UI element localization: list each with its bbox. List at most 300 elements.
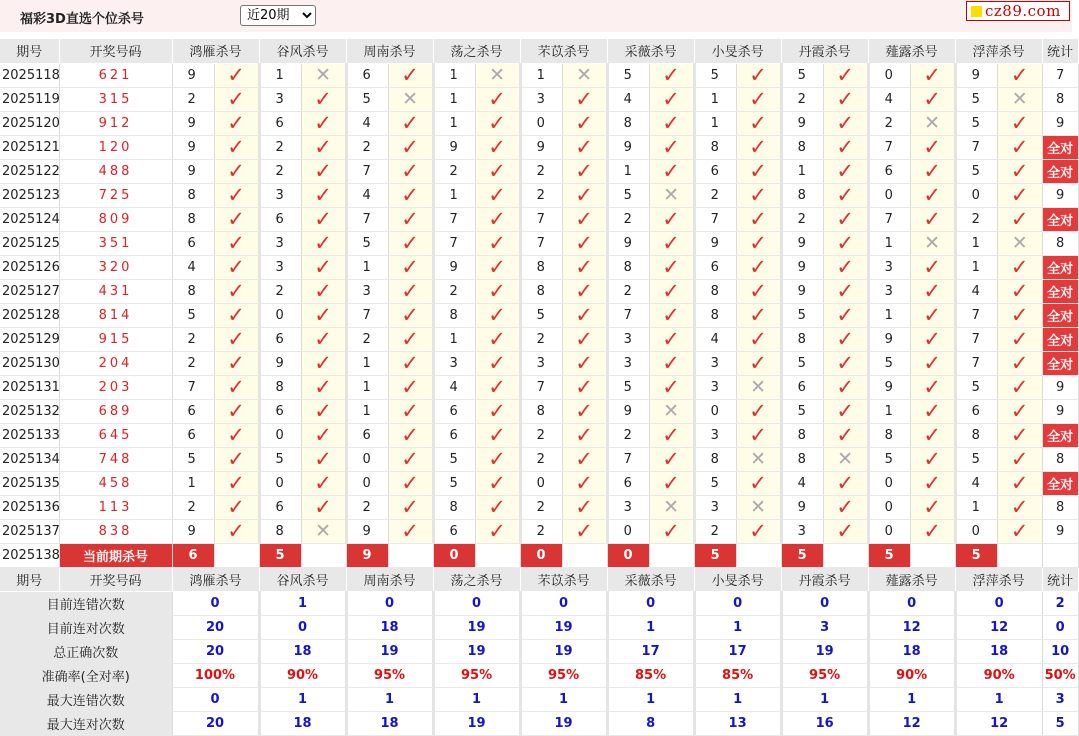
kill-number: 2 (346, 135, 388, 159)
result-cell (475, 255, 520, 279)
summary-value: 90% (868, 663, 955, 687)
expert-header[interactable]: 浮萍杀号 (955, 567, 1042, 591)
cross-icon: ✕ (1011, 232, 1028, 254)
kill-number: 9 (781, 255, 823, 279)
summary-value: 1 (346, 687, 433, 711)
result-cell (649, 135, 694, 159)
issue-cell: 2025136 (0, 495, 59, 519)
kill-number: 3 (694, 423, 736, 447)
expert-header[interactable]: 鸿雁杀号 (172, 567, 259, 591)
check-icon: ✓ (1010, 422, 1029, 447)
kill-number: 5 (955, 447, 997, 471)
result-cell (388, 423, 433, 447)
kill-number: 2 (346, 495, 388, 519)
expert-header[interactable]: 丹霞杀号 (781, 567, 868, 591)
issue-header: 期号 (0, 567, 59, 591)
table-row (0, 87, 1078, 111)
check-icon: ✓ (314, 374, 332, 399)
kill-number: 9 (520, 135, 562, 159)
draw-number: 488 (59, 159, 172, 183)
kill-number: 8 (781, 447, 823, 471)
result-cell (562, 351, 607, 375)
draw-number: 838 (59, 519, 172, 543)
check-icon: ✓ (836, 110, 854, 135)
summary-value: 12 (868, 615, 955, 639)
result-cell (388, 399, 433, 423)
check-icon: ✓ (227, 182, 245, 207)
result-cell (475, 303, 520, 327)
check-icon: ✓ (314, 182, 332, 207)
summary-value: 3 (781, 615, 868, 639)
kill-number: 6 (433, 399, 475, 423)
cross-icon: ✕ (663, 184, 680, 206)
kill-number: 8 (694, 447, 736, 471)
expert-header[interactable]: 小旻杀号 (694, 39, 781, 63)
kill-number: 3 (868, 279, 910, 303)
result-cell (562, 63, 607, 87)
kill-number: 2 (259, 159, 301, 183)
check-icon: ✓ (314, 158, 332, 183)
check-icon: ✓ (662, 350, 680, 375)
result-cell (214, 327, 259, 351)
issue-cell: 2025127 (0, 279, 59, 303)
draw-number: 203 (59, 375, 172, 399)
cross-icon: ✕ (750, 376, 767, 398)
result-cell (736, 471, 781, 495)
current-empty-cell (736, 543, 781, 567)
expert-header[interactable]: 荡之杀号 (433, 567, 520, 591)
result-cell (997, 303, 1042, 327)
result-cell (823, 327, 868, 351)
result-cell (214, 135, 259, 159)
check-icon: ✓ (575, 518, 593, 543)
summary-value: 1 (259, 687, 346, 711)
result-cell (388, 111, 433, 135)
result-cell (736, 447, 781, 471)
kill-number: 1 (607, 159, 649, 183)
result-cell (649, 231, 694, 255)
all-correct-badge: 全对 (1042, 279, 1078, 303)
check-icon: ✓ (314, 134, 332, 159)
result-cell (562, 135, 607, 159)
result-cell (823, 63, 868, 87)
table-row (0, 207, 1078, 231)
expert-header[interactable]: 周南杀号 (346, 39, 433, 63)
check-icon: ✓ (749, 134, 767, 159)
check-icon: ✓ (749, 422, 767, 447)
result-cell (997, 471, 1042, 495)
check-icon: ✓ (662, 158, 680, 183)
kill-number: 5 (346, 231, 388, 255)
result-cell (649, 303, 694, 327)
result-cell (649, 183, 694, 207)
stat-cell: 7 (1042, 63, 1078, 87)
draw-number: 725 (59, 183, 172, 207)
result-cell (910, 303, 955, 327)
table-row (0, 279, 1078, 303)
check-icon: ✓ (923, 134, 941, 159)
check-icon: ✓ (923, 182, 941, 207)
summary-value: 8 (607, 711, 694, 735)
check-icon: ✓ (662, 446, 680, 471)
result-cell (997, 351, 1042, 375)
all-correct-badge: 全对 (1042, 207, 1078, 231)
result-cell (301, 135, 346, 159)
check-icon: ✓ (836, 302, 854, 327)
result-cell (649, 63, 694, 87)
kill-number: 7 (607, 447, 649, 471)
expert-header[interactable]: 谷风杀号 (259, 567, 346, 591)
expert-header[interactable]: 采薇杀号 (607, 39, 694, 63)
kill-number: 3 (694, 375, 736, 399)
result-cell (214, 471, 259, 495)
stat-cell: 9 (1042, 519, 1078, 543)
kill-number: 2 (520, 423, 562, 447)
check-icon: ✓ (227, 446, 245, 471)
result-cell (301, 279, 346, 303)
check-icon: ✓ (227, 86, 245, 111)
expert-header[interactable]: 薤露杀号 (868, 39, 955, 63)
kill-number: 5 (259, 447, 301, 471)
expert-header[interactable]: 小旻杀号 (694, 567, 781, 591)
result-cell (910, 159, 955, 183)
expert-header[interactable]: 谷风杀号 (259, 39, 346, 63)
result-cell (823, 303, 868, 327)
kill-number: 2 (172, 87, 214, 111)
result-cell (301, 303, 346, 327)
summary-stat: 0 (1042, 615, 1078, 639)
result-cell (388, 207, 433, 231)
result-cell (301, 447, 346, 471)
check-icon: ✓ (488, 278, 506, 303)
kill-number: 7 (172, 375, 214, 399)
summary-value: 0 (172, 687, 259, 711)
result-cell (649, 87, 694, 111)
draw-number: 912 (59, 111, 172, 135)
kill-number: 9 (433, 255, 475, 279)
summary-value: 0 (694, 591, 781, 615)
table-row (0, 447, 1078, 471)
expert-header[interactable]: 采薇杀号 (607, 567, 694, 591)
kill-number: 2 (520, 519, 562, 543)
kill-number: 3 (868, 255, 910, 279)
issue-cell: 2025126 (0, 255, 59, 279)
check-icon: ✓ (314, 350, 332, 375)
kill-number: 9 (781, 279, 823, 303)
kill-number: 8 (172, 207, 214, 231)
result-cell (823, 495, 868, 519)
table-row (0, 495, 1078, 519)
kill-number: 6 (781, 375, 823, 399)
summary-value: 0 (781, 591, 868, 615)
check-icon: ✓ (488, 254, 506, 279)
kill-number: 1 (868, 231, 910, 255)
check-icon: ✓ (923, 86, 941, 111)
summary-stat: 3 (1042, 687, 1078, 711)
current-kill-number: 5 (868, 543, 910, 567)
check-icon: ✓ (314, 230, 332, 255)
check-icon: ✓ (836, 254, 854, 279)
result-cell (475, 63, 520, 87)
summary-value: 95% (781, 663, 868, 687)
result-cell (562, 111, 607, 135)
result-cell (649, 255, 694, 279)
expert-header[interactable]: 鸿雁杀号 (172, 39, 259, 63)
current-kill-number: 5 (694, 543, 736, 567)
check-icon: ✓ (1010, 398, 1029, 423)
summary-value: 17 (607, 639, 694, 663)
result-cell (649, 447, 694, 471)
current-issue: 2025138 (0, 543, 59, 567)
summary-value: 16 (781, 711, 868, 735)
cross-icon: ✕ (576, 64, 593, 86)
check-icon: ✓ (1010, 206, 1029, 231)
issue-cell: 2025121 (0, 135, 59, 159)
summary-value: 0 (868, 591, 955, 615)
kill-number: 0 (259, 423, 301, 447)
kill-number: 6 (607, 471, 649, 495)
check-icon: ✓ (488, 470, 506, 495)
check-icon: ✓ (401, 110, 419, 135)
check-icon: ✓ (488, 398, 506, 423)
summary-value: 19 (433, 615, 520, 639)
current-empty-cell (475, 543, 520, 567)
kill-number: 0 (346, 471, 388, 495)
kill-number: 1 (346, 399, 388, 423)
check-icon: ✓ (662, 470, 680, 495)
current-kill-number: 5 (259, 543, 301, 567)
kill-number: 3 (259, 87, 301, 111)
site-logo[interactable] (966, 1, 1070, 21)
result-cell (214, 447, 259, 471)
draw-number: 113 (59, 495, 172, 519)
check-icon: ✓ (401, 182, 419, 207)
kill-number: 0 (520, 111, 562, 135)
issue-cell: 2025125 (0, 231, 59, 255)
expert-header[interactable]: 芣苡杀号 (520, 39, 607, 63)
kill-number: 2 (607, 423, 649, 447)
check-icon: ✓ (227, 374, 245, 399)
kill-number: 1 (172, 471, 214, 495)
result-cell (910, 399, 955, 423)
kill-number: 5 (433, 447, 475, 471)
stat-cell: 9 (1042, 399, 1078, 423)
kill-number: 1 (694, 87, 736, 111)
check-icon: ✓ (836, 278, 854, 303)
kill-number: 5 (955, 159, 997, 183)
result-cell (475, 87, 520, 111)
summary-label: 准确率(全对率) (0, 663, 172, 687)
result-cell (736, 303, 781, 327)
result-cell (823, 399, 868, 423)
current-kill-number: 0 (520, 543, 562, 567)
kill-number: 5 (607, 183, 649, 207)
expert-header[interactable]: 浮萍杀号 (955, 39, 1042, 63)
check-icon: ✓ (749, 206, 767, 231)
kill-number: 6 (433, 519, 475, 543)
check-icon: ✓ (662, 518, 680, 543)
kill-number: 3 (607, 495, 649, 519)
result-cell (301, 471, 346, 495)
result-cell (910, 87, 955, 111)
all-correct-badge: 全对 (1042, 327, 1078, 351)
issue-cell: 2025119 (0, 87, 59, 111)
result-cell (214, 231, 259, 255)
result-cell (910, 471, 955, 495)
kill-number: 4 (607, 87, 649, 111)
kill-number: 8 (433, 495, 475, 519)
all-correct-badge: 全对 (1042, 255, 1078, 279)
result-cell (910, 423, 955, 447)
kill-number: 8 (694, 303, 736, 327)
kill-number: 1 (868, 303, 910, 327)
result-cell (997, 159, 1042, 183)
check-icon: ✓ (1010, 350, 1029, 375)
check-icon: ✓ (314, 494, 332, 519)
check-icon: ✓ (575, 470, 593, 495)
check-icon: ✓ (1010, 374, 1029, 399)
result-cell (736, 423, 781, 447)
issue-cell: 2025122 (0, 159, 59, 183)
period-select[interactable] (240, 5, 316, 26)
expert-header[interactable]: 荡之杀号 (433, 39, 520, 63)
kill-number: 2 (607, 207, 649, 231)
draw-number: 204 (59, 351, 172, 375)
result-cell (388, 183, 433, 207)
result-cell (388, 519, 433, 543)
check-icon: ✓ (662, 206, 680, 231)
result-cell (997, 327, 1042, 351)
result-cell (823, 471, 868, 495)
result-cell (649, 351, 694, 375)
check-icon: ✓ (401, 158, 419, 183)
check-icon: ✓ (836, 422, 854, 447)
summary-value: 20 (172, 639, 259, 663)
check-icon: ✓ (314, 470, 332, 495)
kill-number: 1 (433, 63, 475, 87)
kill-number: 9 (781, 111, 823, 135)
header-row (0, 567, 1078, 591)
summary-value: 13 (694, 711, 781, 735)
result-cell (649, 423, 694, 447)
check-icon: ✓ (575, 374, 593, 399)
summary-value: 0 (955, 591, 1042, 615)
result-cell (562, 159, 607, 183)
kill-number: 5 (520, 303, 562, 327)
check-icon: ✓ (749, 86, 767, 111)
draw-number: 431 (59, 279, 172, 303)
kill-number: 2 (781, 87, 823, 111)
kill-number: 9 (172, 159, 214, 183)
check-icon: ✓ (401, 254, 419, 279)
kill-number: 7 (955, 351, 997, 375)
table-row (0, 423, 1078, 447)
issue-cell: 2025133 (0, 423, 59, 447)
check-icon: ✓ (227, 206, 245, 231)
kill-number: 7 (433, 207, 475, 231)
check-icon: ✓ (401, 62, 419, 87)
logo-square-icon (971, 6, 982, 17)
check-icon: ✓ (575, 254, 593, 279)
stat-cell: 9 (1042, 375, 1078, 399)
check-icon: ✓ (836, 230, 854, 255)
result-cell (823, 279, 868, 303)
check-icon: ✓ (401, 374, 419, 399)
result-cell (823, 135, 868, 159)
check-icon: ✓ (836, 206, 854, 231)
kill-number: 4 (172, 255, 214, 279)
result-cell (823, 255, 868, 279)
check-icon: ✓ (836, 374, 854, 399)
expert-header[interactable]: 周南杀号 (346, 567, 433, 591)
result-cell (214, 207, 259, 231)
result-cell (388, 87, 433, 111)
check-icon: ✓ (1010, 494, 1029, 519)
stat-cell: 9 (1042, 183, 1078, 207)
result-cell (388, 63, 433, 87)
result-cell (562, 207, 607, 231)
current-kill-number: 9 (346, 543, 388, 567)
summary-value: 0 (433, 591, 520, 615)
kill-number: 9 (607, 231, 649, 255)
kill-number: 8 (259, 519, 301, 543)
result-cell (997, 375, 1042, 399)
stat-cell: 8 (1042, 231, 1078, 255)
expert-header[interactable]: 丹霞杀号 (781, 39, 868, 63)
check-icon: ✓ (227, 254, 245, 279)
result-cell (475, 351, 520, 375)
kill-number: 2 (955, 207, 997, 231)
expert-header[interactable]: 薤露杀号 (868, 567, 955, 591)
summary-label: 目前连对次数 (0, 615, 172, 639)
summary-value: 17 (694, 639, 781, 663)
kill-number: 3 (259, 255, 301, 279)
kill-number: 5 (955, 87, 997, 111)
current-empty-cell (649, 543, 694, 567)
check-icon: ✓ (923, 470, 941, 495)
check-icon: ✓ (488, 134, 506, 159)
kill-number: 5 (868, 447, 910, 471)
kill-number: 4 (433, 375, 475, 399)
current-kill-number: 5 (781, 543, 823, 567)
check-icon: ✓ (575, 230, 593, 255)
issue-cell: 2025137 (0, 519, 59, 543)
draw-number: 748 (59, 447, 172, 471)
check-icon: ✓ (227, 470, 245, 495)
kill-number: 0 (346, 447, 388, 471)
cross-icon: ✕ (315, 520, 331, 542)
summary-value: 1 (433, 687, 520, 711)
result-cell (736, 519, 781, 543)
draw-number: 458 (59, 471, 172, 495)
check-icon: ✓ (401, 278, 419, 303)
kill-number: 9 (172, 519, 214, 543)
check-icon: ✓ (749, 470, 767, 495)
kill-number: 9 (172, 111, 214, 135)
result-cell (562, 279, 607, 303)
top-bar (0, 0, 1072, 32)
result-cell (562, 327, 607, 351)
check-icon: ✓ (923, 494, 941, 519)
expert-header[interactable]: 芣苡杀号 (520, 567, 607, 591)
kill-number: 1 (346, 255, 388, 279)
check-icon: ✓ (401, 230, 419, 255)
issue-cell: 2025120 (0, 111, 59, 135)
summary-value: 95% (346, 663, 433, 687)
check-icon: ✓ (401, 470, 419, 495)
result-cell (649, 207, 694, 231)
check-icon: ✓ (227, 134, 245, 159)
